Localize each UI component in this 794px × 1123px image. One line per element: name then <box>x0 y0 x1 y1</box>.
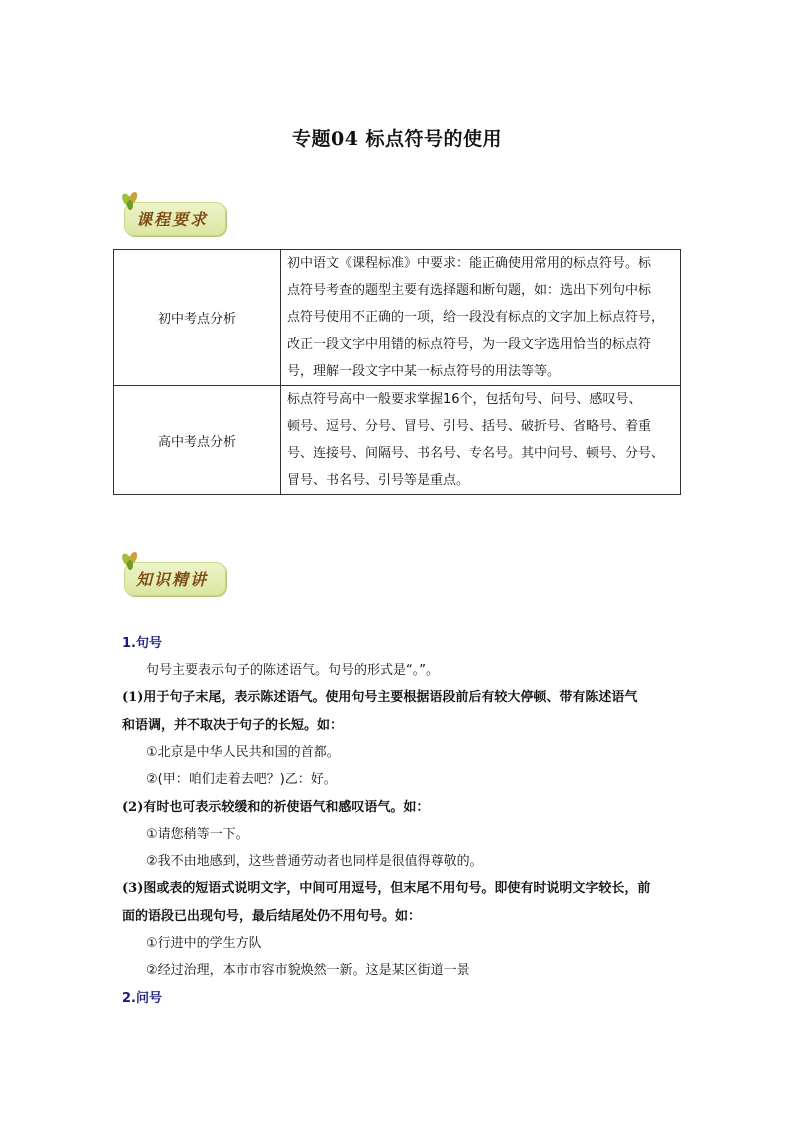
example-text: ②我不由地感到，这些普通劳动者也同样是很值得尊敬的。 <box>146 854 483 869</box>
content-line: 冒号、书名号、引号等是重点。 <box>287 473 470 488</box>
content-line: 号，理解一段文字中某一标点符号的用法等等。 <box>287 364 561 379</box>
example-text: ①北京是中华人民共和国的首都。 <box>146 745 340 760</box>
rule-text: (2)有时也可表示较缓和的祈使语气和感叹语气。如： <box>122 800 430 815</box>
example-text: ①请您稍等一下。 <box>146 827 249 842</box>
page-title: 专题04 标点符号的使用 <box>291 128 503 150</box>
row-label: 高中考点分析 <box>114 386 281 495</box>
section-heading-question-mark: 2.问号 <box>122 991 162 1006</box>
table-row <box>114 386 681 495</box>
content-line: 标点符号高中一般要求掌握16个，包括句号、问号、感叹号、 <box>287 392 642 407</box>
paragraph: 句号主要表示句子的陈述语气。句号的形式是“。”。 <box>146 663 439 678</box>
row-label: 初中考点分析 <box>114 250 281 386</box>
example-text: ①行进中的学生方队 <box>146 936 262 951</box>
content-line: 号、连接号、间隔号、书名号、专名号。其中问号、顿号、分号、 <box>287 446 665 461</box>
rule-text: 和语调，并不取决于句子的长短。如： <box>122 718 344 733</box>
content-line: 点符号考查的题型主要有选择题和断句题，如：选出下列句中标 <box>287 283 652 298</box>
badge-label: 课程要求 <box>136 210 209 229</box>
row-content <box>281 386 681 495</box>
section-heading-period: 1.句号 <box>122 636 162 651</box>
exam-analysis-table <box>113 249 681 495</box>
badge-label: 知识精讲 <box>136 570 209 589</box>
section-badge-requirements <box>118 198 224 234</box>
example-text: ②(甲：咱们走着去吧？)乙：好。 <box>146 772 337 787</box>
content-line: 点符号使用不正确的一项，给一段没有标点的文字加上标点符号， <box>287 310 665 325</box>
rule-text: 面的语段已出现句号，最后结尾处仍不用句号。如： <box>122 909 422 924</box>
example-text: ②经过治理，本市市容市貌焕然一新。这是某区街道一景 <box>146 963 470 978</box>
content-line: 初中语文《课程标准》中要求：能正确使用常用的标点符号。标 <box>287 256 652 271</box>
section-badge-knowledge <box>118 558 224 594</box>
table-row <box>114 250 681 386</box>
content-line: 改正一段文字中用错的标点符号，为一段文字选用恰当的标点符 <box>287 337 652 352</box>
rule-text: (3)图或表的短语式说明文字，中间可用逗号，但末尾不用句号。即使有时说明文字较长，前 <box>122 881 651 896</box>
content-line: 顿号、逗号、分号、冒号、引号、括号、破折号、省略号、着重 <box>287 419 652 434</box>
rule-text: (1)用于句子末尾，表示陈述语气。使用句号主要根据语段前后有较大停顿、带有陈述语气 <box>122 690 638 705</box>
row-content <box>281 250 681 386</box>
